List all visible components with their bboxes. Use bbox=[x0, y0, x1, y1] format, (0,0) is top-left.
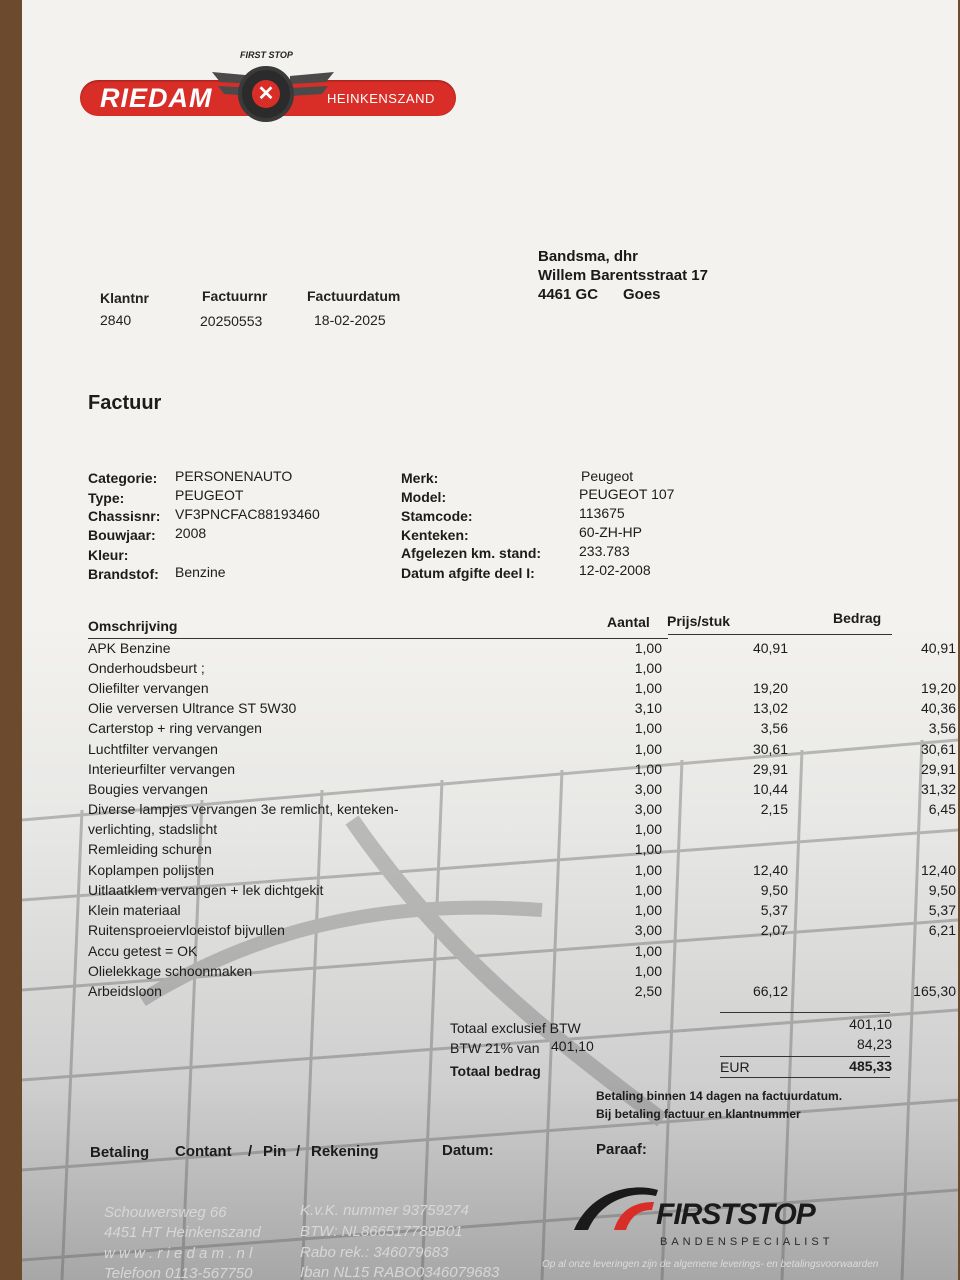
table-row bbox=[88, 902, 956, 922]
klantnr-value: 2840 bbox=[100, 312, 132, 328]
vehicle-value: Peugeot bbox=[581, 468, 634, 484]
row-amount: 165,30 bbox=[913, 983, 956, 999]
row-price: 9,50 bbox=[760, 882, 788, 898]
total-currency: EUR bbox=[720, 1059, 750, 1075]
row-description: Luchtfilter vervangen bbox=[88, 741, 218, 757]
row-price: 10,44 bbox=[752, 781, 788, 797]
row-amount: 40,91 bbox=[920, 640, 956, 656]
col-header-aantal: Aantal bbox=[607, 614, 650, 630]
vehicle-label: Brandstof: bbox=[88, 566, 159, 582]
row-amount: 3,56 bbox=[928, 720, 956, 736]
row-quantity: 3,00 bbox=[634, 781, 662, 797]
row-price: 12,40 bbox=[752, 862, 788, 878]
vehicle-value: Benzine bbox=[175, 564, 226, 580]
table-row bbox=[88, 761, 956, 781]
table-row bbox=[88, 700, 956, 720]
row-description: Olielekkage schoonmaken bbox=[88, 963, 253, 979]
table-row bbox=[88, 720, 956, 740]
wrench-icon: ✕ bbox=[252, 80, 280, 108]
btw-value: 84,23 bbox=[856, 1036, 892, 1052]
row-description: Bougies vervangen bbox=[88, 781, 208, 797]
table-row bbox=[88, 781, 956, 801]
customer-name: Bandsma, dhr bbox=[538, 248, 639, 265]
row-price: 2,07 bbox=[760, 922, 788, 938]
logo-location: HEINKENSZAND bbox=[327, 91, 435, 106]
payment-option-contant: Contant bbox=[175, 1143, 232, 1160]
table-row bbox=[88, 680, 956, 700]
datum-label: Datum: bbox=[442, 1142, 494, 1159]
row-quantity: 1,00 bbox=[634, 761, 662, 777]
factuurnr-label: Factuurnr bbox=[202, 288, 268, 304]
vehicle-label: Kenteken: bbox=[401, 527, 469, 543]
row-amount: 6,45 bbox=[928, 801, 956, 817]
vehicle-label: Chassisnr: bbox=[88, 508, 161, 524]
footer-website: w w w . r i e d a m . n l bbox=[104, 1245, 253, 1262]
row-price: 3,56 bbox=[760, 720, 788, 736]
table-row bbox=[88, 741, 956, 761]
vehicle-label: Bouwjaar: bbox=[88, 527, 156, 543]
row-quantity: 1,00 bbox=[634, 841, 662, 857]
row-description: Onderhoudsbeurt ; bbox=[88, 660, 205, 676]
table-row bbox=[88, 821, 908, 841]
table-row bbox=[88, 963, 908, 983]
row-quantity: 1,00 bbox=[634, 680, 662, 696]
klantnr-label: Klantnr bbox=[100, 290, 149, 306]
vehicle-value: PERSONENAUTO bbox=[175, 468, 293, 484]
payment-note: Bij betaling factuur en klantnummer bbox=[596, 1107, 801, 1121]
row-quantity: 1,00 bbox=[634, 902, 662, 918]
row-quantity: 3,00 bbox=[634, 801, 662, 817]
row-description: Accu getest = OK bbox=[88, 943, 198, 959]
row-quantity: 1,00 bbox=[634, 963, 662, 979]
table-row bbox=[88, 922, 956, 942]
table-row bbox=[88, 943, 908, 963]
row-amount: 29,91 bbox=[920, 761, 956, 777]
row-amount: 31,32 bbox=[920, 781, 956, 797]
row-amount: 30,61 bbox=[920, 741, 956, 757]
row-description: Koplampen polijsten bbox=[88, 862, 215, 878]
factuurdatum-label: Factuurdatum bbox=[307, 288, 401, 304]
row-description: verlichting, stadslicht bbox=[88, 821, 218, 837]
payment-separator: / bbox=[248, 1143, 253, 1160]
row-amount: 12,40 bbox=[920, 862, 956, 878]
invoice-sheet bbox=[22, 0, 958, 1280]
customer-street: Willem Barentsstraat 17 bbox=[538, 267, 708, 284]
table-row bbox=[88, 660, 908, 680]
table-header-rule bbox=[668, 634, 892, 635]
footer-address-1: Schouwersweg 66 bbox=[104, 1204, 227, 1221]
factuurdatum-value: 18-02-2025 bbox=[314, 312, 386, 328]
row-price: 19,20 bbox=[752, 680, 788, 696]
row-description: Klein materiaal bbox=[88, 902, 181, 918]
total-excl-value: 401,10 bbox=[849, 1016, 892, 1032]
row-price: 5,37 bbox=[760, 902, 788, 918]
vehicle-label: Type: bbox=[88, 490, 125, 506]
payment-note: Betaling binnen 14 dagen na factuurdatum. bbox=[596, 1089, 843, 1103]
row-amount: 40,36 bbox=[920, 700, 956, 716]
row-description: Olie verversen Ultrance ST 5W30 bbox=[88, 700, 297, 716]
first-stop-tagline: FIRST STOP bbox=[240, 50, 293, 60]
first-stop-swoosh-icon bbox=[570, 1182, 660, 1232]
vehicle-label: Stamcode: bbox=[401, 508, 473, 524]
payment-separator: / bbox=[296, 1143, 301, 1160]
vehicle-value: 113675 bbox=[579, 505, 625, 521]
row-price: 30,61 bbox=[752, 741, 788, 757]
vehicle-value: PEUGEOT bbox=[175, 487, 244, 503]
payment-option-pin: Pin bbox=[263, 1143, 287, 1160]
btw-base: 401,10 bbox=[551, 1038, 594, 1054]
totals-rule bbox=[720, 1077, 890, 1078]
total-value: 485,33 bbox=[849, 1058, 892, 1074]
footer-terms: Op al onze leveringen zijn de algemene leverings- en betalingsvoorwaarden bbox=[542, 1259, 879, 1270]
row-quantity: 1,00 bbox=[634, 821, 662, 837]
col-header-omschrijving: Omschrijving bbox=[88, 618, 178, 634]
col-header-bedrag: Bedrag bbox=[833, 610, 882, 626]
total-label: Totaal bedrag bbox=[450, 1063, 541, 1079]
row-amount: 19,20 bbox=[920, 680, 956, 696]
row-description: APK Benzine bbox=[88, 640, 171, 656]
row-price: 29,91 bbox=[752, 761, 788, 777]
vehicle-value: PEUGEOT 107 bbox=[579, 486, 675, 502]
row-amount: 5,37 bbox=[928, 902, 956, 918]
first-stop-name: FIRSTSTOP bbox=[656, 1198, 815, 1231]
vehicle-value: VF3PNCFAC88193460 bbox=[175, 506, 320, 522]
factuurnr-value: 20250553 bbox=[200, 313, 263, 329]
row-price: 2,15 bbox=[760, 801, 788, 817]
row-quantity: 3,00 bbox=[634, 922, 662, 938]
row-quantity: 1,00 bbox=[634, 741, 662, 757]
row-description: Remleiding schuren bbox=[88, 841, 212, 857]
row-amount: 6,21 bbox=[928, 922, 956, 938]
row-quantity: 1,00 bbox=[634, 943, 662, 959]
customer-city: Goes bbox=[623, 286, 661, 303]
payment-label: Betaling bbox=[90, 1144, 150, 1161]
total-excl-label: Totaal exclusief BTW bbox=[450, 1020, 581, 1036]
footer-rabo: Rabo rek.: 346079683 bbox=[300, 1244, 449, 1261]
paraaf-label: Paraaf: bbox=[596, 1141, 647, 1158]
first-stop-logo bbox=[570, 1180, 900, 1250]
vehicle-value: 233.783 bbox=[579, 543, 630, 559]
first-stop-subtitle: BANDENSPECIALIST bbox=[660, 1236, 834, 1248]
tyre-icon bbox=[238, 66, 294, 122]
row-price: 13,02 bbox=[752, 700, 788, 716]
row-description: Interieurfilter vervangen bbox=[88, 761, 236, 777]
footer-address-2: 4451 HT Heinkenszand bbox=[104, 1224, 261, 1241]
footer-iban: Iban NL15 RABO0346079683 bbox=[300, 1264, 500, 1280]
col-header-prijs: Prijs/stuk bbox=[667, 613, 731, 629]
row-amount: 9,50 bbox=[928, 882, 956, 898]
row-description: Uitlaatklem vervangen + lek dichtgekit bbox=[88, 882, 324, 898]
table-row bbox=[88, 862, 956, 882]
footer-phone: Telefoon 0113-567750 bbox=[104, 1265, 253, 1280]
vehicle-value: 12-02-2008 bbox=[579, 562, 651, 578]
footer-kvk: K.v.K. nummer 93759274 bbox=[300, 1202, 469, 1219]
row-description: Ruitensproeiervloeistof bijvullen bbox=[88, 922, 285, 938]
vehicle-label: Kleur: bbox=[88, 547, 129, 563]
table-row bbox=[88, 640, 956, 660]
table-row bbox=[88, 841, 908, 861]
vehicle-label: Afgelezen km. stand: bbox=[401, 545, 542, 561]
totals-rule bbox=[720, 1056, 890, 1057]
row-quantity: 1,00 bbox=[634, 720, 662, 736]
table-header-rule bbox=[88, 638, 668, 639]
row-description: Diverse lampjes vervangen 3e remlicht, kenteken- bbox=[88, 801, 399, 817]
vehicle-value: 2008 bbox=[175, 525, 207, 541]
row-description: Oliefilter vervangen bbox=[88, 680, 209, 696]
vehicle-label: Merk: bbox=[401, 470, 439, 486]
table-row bbox=[88, 983, 956, 1003]
row-description: Carterstop + ring vervangen bbox=[88, 720, 262, 736]
payment-option-rekening: Rekening bbox=[311, 1143, 379, 1160]
vehicle-label: Model: bbox=[401, 489, 447, 505]
row-quantity: 3,10 bbox=[634, 700, 662, 716]
footer-btw: BTW: NL866517789B01 bbox=[300, 1223, 463, 1240]
row-price: 66,12 bbox=[752, 983, 788, 999]
riedam-logo bbox=[80, 50, 460, 130]
row-quantity: 1,00 bbox=[634, 660, 662, 676]
document-title: Factuur bbox=[88, 392, 162, 414]
row-quantity: 2,50 bbox=[634, 983, 662, 999]
btw-label: BTW 21% van bbox=[450, 1040, 540, 1056]
row-quantity: 1,00 bbox=[634, 862, 662, 878]
row-quantity: 1,00 bbox=[634, 882, 662, 898]
row-description: Arbeidsloon bbox=[88, 983, 162, 999]
logo-name: RIEDAM bbox=[100, 83, 213, 113]
table-row bbox=[88, 882, 956, 902]
vehicle-value: 60-ZH-HP bbox=[579, 524, 643, 540]
row-quantity: 1,00 bbox=[634, 640, 662, 656]
row-price: 40,91 bbox=[752, 640, 788, 656]
customer-postcode: 4461 GC bbox=[538, 286, 599, 303]
vehicle-label: Datum afgifte deel I: bbox=[401, 565, 535, 581]
totals-rule bbox=[720, 1012, 890, 1013]
table-row bbox=[88, 801, 956, 821]
vehicle-label: Categorie: bbox=[88, 470, 158, 486]
